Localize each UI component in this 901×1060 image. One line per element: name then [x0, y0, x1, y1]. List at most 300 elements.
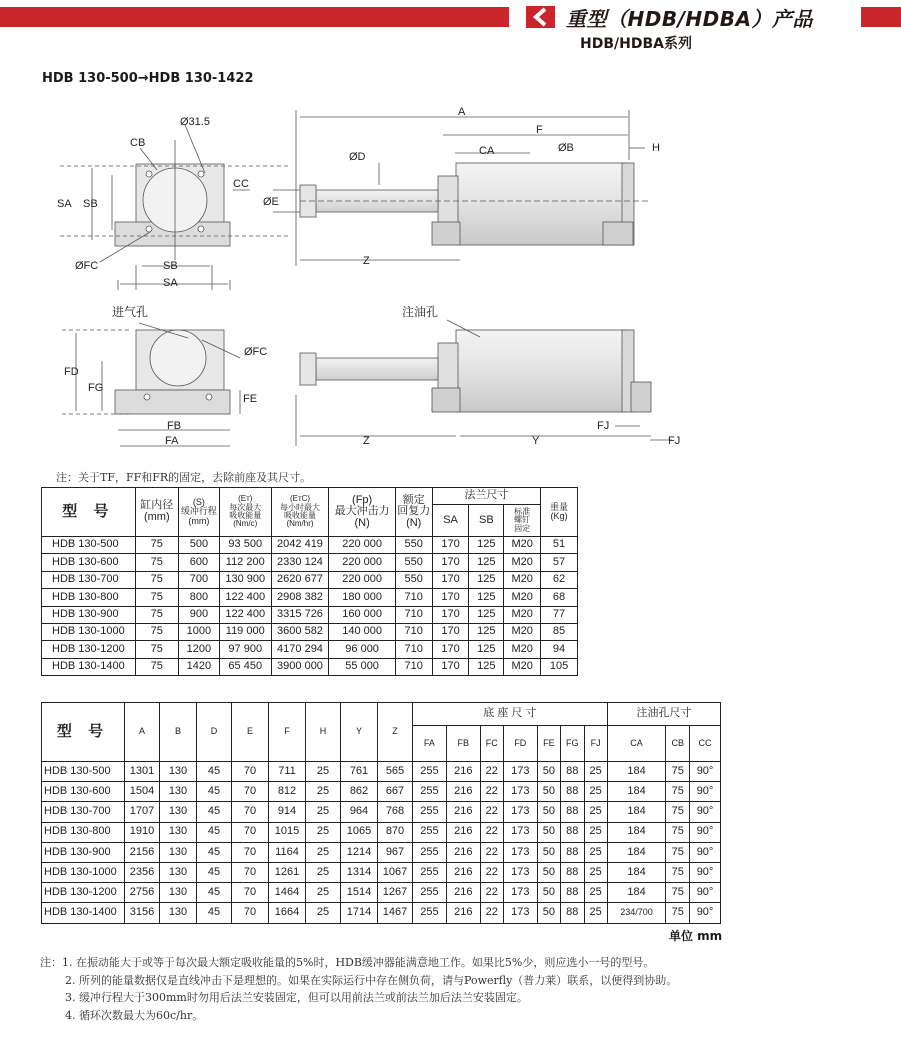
table-cell: 22	[480, 822, 503, 842]
table-cell: 130	[160, 782, 197, 802]
table-cell: 1420	[178, 658, 219, 675]
table-cell: 25	[584, 862, 607, 882]
table-cell: 70	[232, 903, 269, 923]
col-std-screw: 标准 螺钉 固定	[504, 505, 541, 537]
table-cell: 70	[232, 822, 269, 842]
table-cell: 22	[480, 802, 503, 822]
table-cell: 75	[135, 641, 178, 658]
table-row	[42, 822, 721, 842]
performance-table	[41, 487, 578, 676]
col-oil-cb: CB	[666, 726, 690, 762]
table-cell: 93 500	[219, 537, 271, 554]
table-cell: 220 000	[329, 537, 395, 554]
table-cell: HDB 130-700	[42, 802, 125, 822]
table-cell: 216	[446, 802, 480, 822]
col-y: Y	[341, 703, 378, 762]
table-row	[42, 554, 578, 571]
table-cell: 55 000	[329, 658, 395, 675]
table-row	[42, 762, 721, 782]
table-cell: 75	[666, 802, 690, 822]
table-cell: 170	[432, 589, 469, 606]
table-cell: 112 200	[219, 554, 271, 571]
table-cell: 216	[446, 903, 480, 923]
table-row	[42, 537, 578, 554]
table-cell: 50	[537, 883, 560, 903]
table-cell: 125	[469, 623, 504, 640]
table-cell: 255	[413, 883, 447, 903]
dim-h: H	[652, 142, 660, 154]
table-cell: 140 000	[329, 623, 395, 640]
page-subtitle: HDB/HDBA系列	[580, 36, 692, 52]
table-cell: M20	[504, 623, 541, 640]
table-cell: 173	[503, 862, 537, 882]
table-cell: 173	[503, 822, 537, 842]
table-cell: 25	[584, 883, 607, 903]
table-cell: 2356	[125, 862, 160, 882]
table-cell: 184	[607, 762, 666, 782]
table-cell: 3600 582	[271, 623, 329, 640]
col-sb: SB	[469, 505, 504, 537]
table-cell: 1200	[178, 641, 219, 658]
table-row	[42, 589, 578, 606]
table-cell: 1664	[269, 903, 306, 923]
table-cell: 130	[160, 862, 197, 882]
col-fg: FG	[560, 726, 584, 762]
piston-rod-bottom	[316, 358, 438, 380]
table-row	[42, 571, 578, 588]
table-cell: 667	[378, 782, 413, 802]
table-row	[42, 862, 721, 882]
table-cell: 550	[395, 537, 432, 554]
table-cell: 130 900	[219, 571, 271, 588]
table-cell: 50	[537, 842, 560, 862]
table-cell: 50	[537, 822, 560, 842]
table-cell: 3315 726	[271, 606, 329, 623]
table-cell: 184	[607, 802, 666, 822]
table-cell: 173	[503, 762, 537, 782]
table-cell: 90°	[690, 883, 721, 903]
table-cell: 45	[197, 802, 232, 822]
table-cell: 70	[232, 842, 269, 862]
col-oil-hole: 注油孔尺寸	[607, 703, 720, 726]
col-f: F	[269, 703, 306, 762]
table-cell: 3900 000	[271, 658, 329, 675]
table-cell: 4170 294	[271, 641, 329, 658]
footnote-2: 2. 所列的能量数据仅是直线冲击下是理想的。如果在实际运行中存在侧负荷，请与Powerfly（普力莱）联系，以便得到协助。	[65, 973, 678, 987]
table-cell: 761	[341, 762, 378, 782]
col-flange: 法兰尺寸	[432, 488, 540, 505]
table-cell: 1261	[269, 862, 306, 882]
table-cell: HDB 130-900	[42, 606, 136, 623]
table-cell: 90°	[690, 862, 721, 882]
table-cell: 22	[480, 862, 503, 882]
col-b: B	[160, 703, 197, 762]
table-cell: 88	[560, 862, 584, 882]
table-cell: 130	[160, 762, 197, 782]
table-cell: 75	[135, 554, 178, 571]
table-cell: 710	[395, 589, 432, 606]
footnote-1: 注：1. 在振动能大于或等于每次最大额定吸收能量的5%时，HDB缓冲器能满意地工作。如果比5%少，则应选小一号的型号。	[40, 956, 655, 969]
table-cell: 173	[503, 802, 537, 822]
dim-z: Z	[363, 255, 370, 267]
footnotes	[40, 954, 677, 1024]
table-cell: HDB 130-1200	[42, 883, 125, 903]
table-cell: 50	[537, 903, 560, 923]
table-cell: 700	[178, 571, 219, 588]
col-z: Z	[378, 703, 413, 762]
dim-fj: FJ	[597, 420, 610, 432]
table-cell: HDB 130-1000	[42, 623, 136, 640]
table-cell: 25	[306, 883, 341, 903]
table-cell: 25	[306, 762, 341, 782]
table-row	[42, 623, 578, 640]
dim-f: F	[536, 124, 543, 136]
table-cell: M20	[504, 606, 541, 623]
dim-fe: FE	[243, 393, 258, 405]
table-cell: 160 000	[329, 606, 395, 623]
table-cell: HDB 130-800	[42, 822, 125, 842]
dimension-table	[41, 702, 721, 924]
col-et: (Eт) 每次最大 吸收能量 (Nm/c)	[219, 488, 271, 537]
table-cell: 173	[503, 782, 537, 802]
dim-sa: SA	[57, 198, 72, 210]
label-air-inlet: 进气孔	[112, 305, 149, 319]
table-cell: 768	[378, 802, 413, 822]
dim-b: ØB	[558, 142, 574, 154]
chevron-left-icon	[526, 6, 555, 28]
table-cell: HDB 130-1200	[42, 641, 136, 658]
table-row	[42, 641, 578, 658]
dim-fc: ØFC	[75, 260, 99, 272]
table-cell: 22	[480, 762, 503, 782]
dim-fj-2: FJ	[668, 435, 681, 447]
table-cell: 710	[395, 658, 432, 675]
table-cell: HDB 130-900	[42, 842, 125, 862]
table-cell: 216	[446, 842, 480, 862]
table-cell: 550	[395, 554, 432, 571]
col-bore: 缸内径 (mm)	[135, 488, 178, 537]
table-cell: 25	[584, 903, 607, 923]
table-cell: 75	[135, 658, 178, 675]
table-cell: 25	[584, 802, 607, 822]
table-cell: 75	[135, 537, 178, 554]
col-a: A	[125, 703, 160, 762]
col-d: D	[197, 703, 232, 762]
table-cell: 130	[160, 903, 197, 923]
col-h: H	[306, 703, 341, 762]
table-cell: 1267	[378, 883, 413, 903]
table-cell: 600	[178, 554, 219, 571]
col-oil-ca: CA	[607, 726, 666, 762]
table-cell: HDB 130-1400	[42, 903, 125, 923]
table-cell: 85	[541, 623, 578, 640]
table-cell: 220 000	[329, 554, 395, 571]
table-cell: 125	[469, 606, 504, 623]
table-cell: HDB 130-500	[42, 762, 125, 782]
table-cell: 184	[607, 822, 666, 842]
table-cell: 22	[480, 782, 503, 802]
dim-fd: FD	[64, 366, 79, 378]
table-row	[42, 842, 721, 862]
table-cell: 1464	[269, 883, 306, 903]
table-cell: 90°	[690, 842, 721, 862]
table-cell: 70	[232, 883, 269, 903]
base-bottom	[115, 390, 230, 414]
dim-sb-bottom: SB	[163, 260, 178, 272]
label-oil-hole: 注油孔	[402, 305, 439, 319]
table-cell: 1707	[125, 802, 160, 822]
col-fa: FA	[413, 726, 447, 762]
table-cell: 710	[395, 606, 432, 623]
table-cell: 45	[197, 762, 232, 782]
table-cell: 119 000	[219, 623, 271, 640]
table-cell: HDB 130-600	[42, 554, 136, 571]
table-cell: 255	[413, 802, 447, 822]
table-cell: M20	[504, 589, 541, 606]
table-cell: 1214	[341, 842, 378, 862]
table-cell: 1000	[178, 623, 219, 640]
table-cell: 75	[666, 822, 690, 842]
col-fj: FJ	[584, 726, 607, 762]
table-cell: 900	[178, 606, 219, 623]
table-cell: 90°	[690, 802, 721, 822]
col-model: 型 号	[42, 488, 136, 537]
footnote-3: 3. 缓冲行程大于300mm时勿用后法兰安装固定，但可以用前法兰或前法兰加后法兰安装固定。	[65, 991, 528, 1004]
table-cell: 2620 677	[271, 571, 329, 588]
table-cell: 170	[432, 537, 469, 554]
table-cell: 88	[560, 903, 584, 923]
table-cell: 125	[469, 589, 504, 606]
table-cell: 130	[160, 883, 197, 903]
table-cell: 88	[560, 883, 584, 903]
table-cell: 88	[560, 782, 584, 802]
table-row	[42, 802, 721, 822]
col-fc: FC	[480, 726, 503, 762]
table-cell: 97 900	[219, 641, 271, 658]
table-cell: 255	[413, 782, 447, 802]
table-cell: 870	[378, 822, 413, 842]
table-cell: 75	[666, 762, 690, 782]
table-cell: 75	[135, 623, 178, 640]
table-cell: 22	[480, 842, 503, 862]
table-cell: 125	[469, 641, 504, 658]
table-cell: 1164	[269, 842, 306, 862]
cylinder-body-top	[456, 163, 626, 245]
dim-d: ØD	[349, 151, 366, 163]
table-cell: 88	[560, 822, 584, 842]
table-cell: 710	[395, 641, 432, 658]
table-cell: 122 400	[219, 606, 271, 623]
table-cell: 45	[197, 883, 232, 903]
table-cell: 1314	[341, 862, 378, 882]
table-cell: M20	[504, 554, 541, 571]
dim-z-2: Z	[363, 435, 370, 447]
table-cell: 65 450	[219, 658, 271, 675]
table-cell: 105	[541, 658, 578, 675]
table-row	[42, 883, 721, 903]
table-cell: 88	[560, 842, 584, 862]
dim-cb: CB	[130, 137, 146, 149]
table-cell: 255	[413, 762, 447, 782]
table-cell: 25	[306, 842, 341, 862]
col-fp: (Fp) 最大冲击力 (N)	[329, 488, 395, 537]
table-cell: 3156	[125, 903, 160, 923]
table-row	[42, 658, 578, 675]
cylinder-body-bottom	[456, 330, 626, 412]
table-cell: 2908 382	[271, 589, 329, 606]
table-cell: 2156	[125, 842, 160, 862]
table-cell: 68	[541, 589, 578, 606]
table-cell: 800	[178, 589, 219, 606]
col-sa: SA	[432, 505, 469, 537]
col-fd: FD	[503, 726, 537, 762]
col-return: 额定 回复力 (N)	[395, 488, 432, 537]
table-cell: 255	[413, 903, 447, 923]
footnote-4: 4. 循环次数最大为60c/hr。	[65, 1008, 204, 1022]
table-cell: 1065	[341, 822, 378, 842]
table-cell: 170	[432, 641, 469, 658]
table-cell: 25	[306, 862, 341, 882]
table-cell: 812	[269, 782, 306, 802]
table-cell: 1301	[125, 762, 160, 782]
table-cell: 967	[378, 842, 413, 862]
table-cell: HDB 130-500	[42, 537, 136, 554]
table-cell: M20	[504, 571, 541, 588]
table-cell: 70	[232, 802, 269, 822]
table-cell: 711	[269, 762, 306, 782]
table-cell: 90°	[690, 762, 721, 782]
table-cell: 25	[306, 802, 341, 822]
table-cell: 25	[584, 762, 607, 782]
table-cell: 75	[135, 606, 178, 623]
table-cell: 88	[560, 802, 584, 822]
table-cell: 862	[341, 782, 378, 802]
unit-label: 单位 mm	[669, 929, 723, 943]
table-cell: 184	[607, 842, 666, 862]
table-cell: 1015	[269, 822, 306, 842]
table-cell: 25	[584, 822, 607, 842]
table-cell: 170	[432, 606, 469, 623]
table-cell: 170	[432, 571, 469, 588]
table-cell: 62	[541, 571, 578, 588]
table-cell: 220 000	[329, 571, 395, 588]
table-cell: 96 000	[329, 641, 395, 658]
table-cell: 173	[503, 903, 537, 923]
table-cell: 125	[469, 537, 504, 554]
table-cell: 2330 124	[271, 554, 329, 571]
model-range-title: HDB 130-500→HDB 130-1422	[42, 71, 254, 86]
table-cell: 88	[560, 762, 584, 782]
table-cell: 184	[607, 782, 666, 802]
table-row	[42, 903, 721, 923]
table-cell: 75	[135, 589, 178, 606]
table-cell: 216	[446, 782, 480, 802]
table-cell: HDB 130-700	[42, 571, 136, 588]
table-cell: 710	[395, 623, 432, 640]
table-cell: 1467	[378, 903, 413, 923]
table-row	[42, 606, 578, 623]
bore-circle-bottom	[150, 330, 206, 386]
table-cell: 50	[537, 782, 560, 802]
table-cell: 173	[503, 842, 537, 862]
table-cell: 45	[197, 903, 232, 923]
header-bar-right	[861, 7, 901, 27]
table-cell: 45	[197, 862, 232, 882]
table-cell: 22	[480, 903, 503, 923]
table-cell: 184	[607, 862, 666, 882]
table-cell: 216	[446, 883, 480, 903]
table-cell: 77	[541, 606, 578, 623]
dim-d31-5: Ø31.5	[180, 116, 210, 128]
table-cell: 90°	[690, 903, 721, 923]
table-cell: 170	[432, 623, 469, 640]
table-cell: 75	[666, 842, 690, 862]
table-cell: 50	[537, 802, 560, 822]
table-cell: 216	[446, 862, 480, 882]
table-cell: 130	[160, 822, 197, 842]
table-cell: 70	[232, 782, 269, 802]
table-cell: 1910	[125, 822, 160, 842]
table-cell: 90°	[690, 822, 721, 842]
table-cell: 125	[469, 554, 504, 571]
table-cell: 50	[537, 862, 560, 882]
header-bar-left	[0, 7, 509, 27]
table-cell: 51	[541, 537, 578, 554]
page-title: 重型（HDB/HDBA）产品	[566, 7, 813, 31]
technical-drawing	[0, 90, 901, 465]
col-base-dims: 底 座 尺 寸	[413, 703, 608, 726]
table-cell: 170	[432, 658, 469, 675]
table-cell: M20	[504, 641, 541, 658]
table-cell: 1514	[341, 883, 378, 903]
table-cell: 75	[666, 782, 690, 802]
table-cell: 22	[480, 883, 503, 903]
table-cell: 125	[469, 571, 504, 588]
table-cell: 125	[469, 658, 504, 675]
table-cell: 500	[178, 537, 219, 554]
dim-fg: FG	[88, 382, 104, 394]
col-etc: (EтC) 每小时最大 吸收能量 (Nm/hr)	[271, 488, 329, 537]
table-cell: 90°	[690, 782, 721, 802]
table-cell: 25	[306, 822, 341, 842]
table-cell: 255	[413, 842, 447, 862]
table-cell: 2756	[125, 883, 160, 903]
dim-cc: CC	[233, 178, 249, 190]
table-cell: 75	[135, 571, 178, 588]
table-cell: 2042 419	[271, 537, 329, 554]
col-weight: 重量 (Kg)	[541, 488, 578, 537]
table-cell: 216	[446, 762, 480, 782]
table-cell: 70	[232, 762, 269, 782]
dim-a: A	[458, 106, 466, 118]
table-cell: 25	[306, 782, 341, 802]
table-cell: HDB 130-800	[42, 589, 136, 606]
table-cell: 75	[666, 903, 690, 923]
table-cell: 184	[607, 883, 666, 903]
dim-sb: SB	[83, 198, 98, 210]
dim-ca: CA	[479, 145, 495, 157]
table-cell: M20	[504, 658, 541, 675]
table-cell: 94	[541, 641, 578, 658]
table-cell: 45	[197, 822, 232, 842]
table-cell: 565	[378, 762, 413, 782]
table-cell: 57	[541, 554, 578, 571]
table-cell: 964	[341, 802, 378, 822]
table-cell: 70	[232, 862, 269, 882]
dim-y: Y	[532, 435, 540, 447]
table-row	[42, 782, 721, 802]
table-cell: 216	[446, 822, 480, 842]
